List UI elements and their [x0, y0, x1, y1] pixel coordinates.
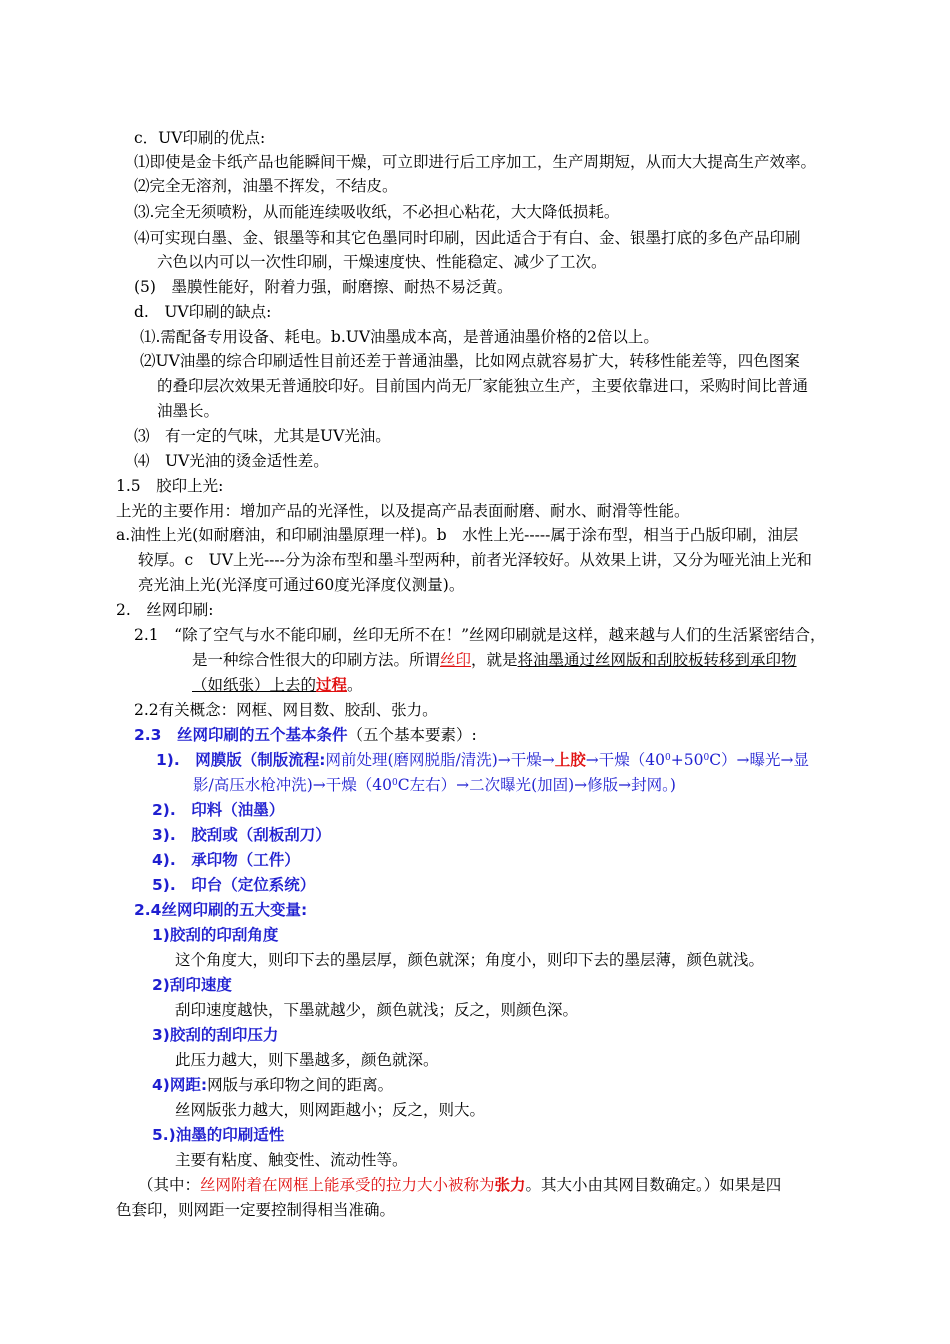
text-line: [138, 1174, 781, 1196]
superscript: 0: [391, 778, 398, 788]
term-silk-screen: 丝印: [440, 651, 472, 669]
heading-five-conditions: [134, 724, 477, 746]
text-line: a.油性上光(如耐磨油，和印刷油墨原理一样)。b 水性上光-----属于涂布型，相当于凸版印刷，油层: [116, 526, 799, 544]
list-item: 3). 胶刮或（刮板刮刀）: [152, 826, 331, 844]
text-line: ⑴即使是金卡纸产品也能瞬间干燥，可立即进行后工序加工，生产周期短，从而大大提高生产效率。: [134, 153, 817, 171]
text-line: 2.2有关概念：网框、网目数、胶刮、张力。: [134, 701, 438, 719]
heading-note: （五个基本要素）:: [347, 726, 477, 744]
text-line: ⑵完全无溶剂，油墨不挥发，不结皮。: [134, 177, 398, 195]
text-run: 网版与承印物之间的距离。: [207, 1076, 394, 1094]
text-line: ⑴.需配备专用设备、耗电。b.UV油墨成本高，是普通油墨价格的2倍以上。: [140, 328, 659, 346]
text-run: （其中：: [138, 1176, 201, 1194]
item-title: 4)网距:: [152, 1076, 208, 1094]
text-run: 网前处理(磨网脱脂/清洗)→干燥→: [325, 751, 555, 769]
text-run: ，就是: [471, 651, 518, 669]
variable-title: [152, 1074, 393, 1096]
tension-definition: 丝网附着在网框上能承受的拉力大小被称为: [200, 1176, 495, 1194]
text-line: 较厚。c UV上光----分为涂布型和墨斗型两种，前者光泽较好。从效果上讲，又分为哑光油上光和: [138, 551, 812, 569]
text-line: (5) 墨膜性能好，附着力强，耐磨擦、耐热不易泛黄。: [134, 278, 513, 296]
text-line: 2.1 “除了空气与水不能印刷，丝印无所不在！”丝网印刷就是这样，越来越与人们的生活紧密结合，: [134, 626, 826, 644]
text-run: 影/高压水枪冲洗)→干燥（40: [193, 776, 392, 794]
text-line: [192, 674, 363, 696]
item-title: 1). 网膜版（制版流程:: [156, 751, 326, 769]
term-tension: 张力: [494, 1175, 526, 1194]
heading-text: 2.3 丝网印刷的五个基本条件: [134, 726, 348, 744]
text-line: 上光的主要作用：增加产品的光泽性，以及提高产品表面耐磨、耐水、耐滑等性能。: [116, 502, 690, 520]
text-line: 刮印速度越快，下墨就越少，颜色就浅；反之，则颜色深。: [175, 1001, 579, 1019]
text-line: 色套印，则网距一定要控制得相当准确。: [116, 1201, 396, 1219]
text-line: 丝网版张力越大，则网距越小；反之，则大。: [175, 1101, 486, 1119]
text-run: C左右）→二次曝光(加固)→修版→封网。): [397, 776, 676, 794]
text-run: 。: [347, 676, 363, 694]
text-line: ⑷ UV光油的烫金适性差。: [134, 452, 329, 470]
text-line: 的叠印层次效果无普通胶印好。目前国内尚无厂家能独立生产，主要依靠进口，采购时间比普通: [157, 377, 809, 395]
definition-underlined: （如纸张）上去的: [192, 676, 317, 694]
list-item: 2). 印料（油墨）: [152, 801, 285, 819]
list-item: 5). 印台（定位系统）: [152, 876, 316, 894]
heading-five-variables: 2.4丝网印刷的五大变量:: [134, 901, 308, 919]
text-line: 六色以内可以一次性印刷，干燥速度快、性能稳定、减少了工次。: [157, 253, 607, 271]
heading-offset-varnish: 1.5 胶印上光:: [116, 477, 224, 495]
list-item-continued: [193, 774, 676, 796]
variable-title: 5.)油墨的印刷适性: [152, 1126, 285, 1144]
variable-title: 2)刮印速度: [152, 976, 232, 994]
term-coating: 上胶: [554, 750, 586, 769]
text-run: →干燥（40: [585, 751, 665, 769]
text-line: 此压力越大，则下墨越多，颜色就深。: [175, 1051, 439, 1069]
list-item: [156, 749, 809, 771]
text-line: 这个角度大，则印下去的墨层厚，颜色就深；角度小，则印下去的墨层薄，颜色就浅。: [175, 951, 765, 969]
text-line: 亮光油上光(光泽度可通过60度光泽度仪测量)。: [138, 576, 465, 594]
text-run: [586, 751, 809, 769]
text-line: ⑷可实现白墨、金、银墨等和其它色墨同时印刷，因此适合于有白、金、银墨打底的多色产品印刷: [134, 229, 801, 247]
definition-underlined: 将油墨通过丝网版和刮胶板转移到承印物: [517, 651, 797, 669]
text-run: 。其大小由其网目数确定。）如果是四: [525, 1176, 782, 1194]
text-line: 油墨长。: [157, 402, 220, 420]
heading-uv-advantages: c．UV印刷的优点:: [134, 129, 266, 147]
text-line: 主要有粘度、触变性、流动性等。: [175, 1151, 408, 1169]
superscript: 0: [665, 753, 671, 763]
text-line: ⑶.完全无须喷粉，从而能连续吸收纸，不必担心粘花，大大降低损耗。: [134, 203, 620, 221]
term-process: 过程: [316, 675, 348, 694]
superscript: 0: [703, 753, 710, 763]
variable-title: 3)胶刮的刮印压力: [152, 1026, 279, 1044]
heading-uv-disadvantages: d. UV印刷的缺点:: [134, 303, 272, 321]
text-line: ⑶ 有一定的气味，尤其是UV光油。: [134, 427, 391, 445]
text-run: 是一种综合性很大的印刷方法。所谓: [192, 651, 441, 669]
text-run: C）→曝光→显: [709, 751, 810, 769]
text-line: ⑵UV油墨的综合印刷适性目前还差于普通油墨，比如网点就容易扩大，转移性能差等，四色图案: [140, 352, 800, 370]
text-line: [192, 649, 797, 671]
heading-screen-printing: 2. 丝网印刷:: [116, 601, 214, 619]
variable-title: 1)胶刮的印刮角度: [152, 926, 279, 944]
list-item: 4). 承印物（工件）: [152, 851, 300, 869]
text-run: +50: [670, 751, 704, 769]
